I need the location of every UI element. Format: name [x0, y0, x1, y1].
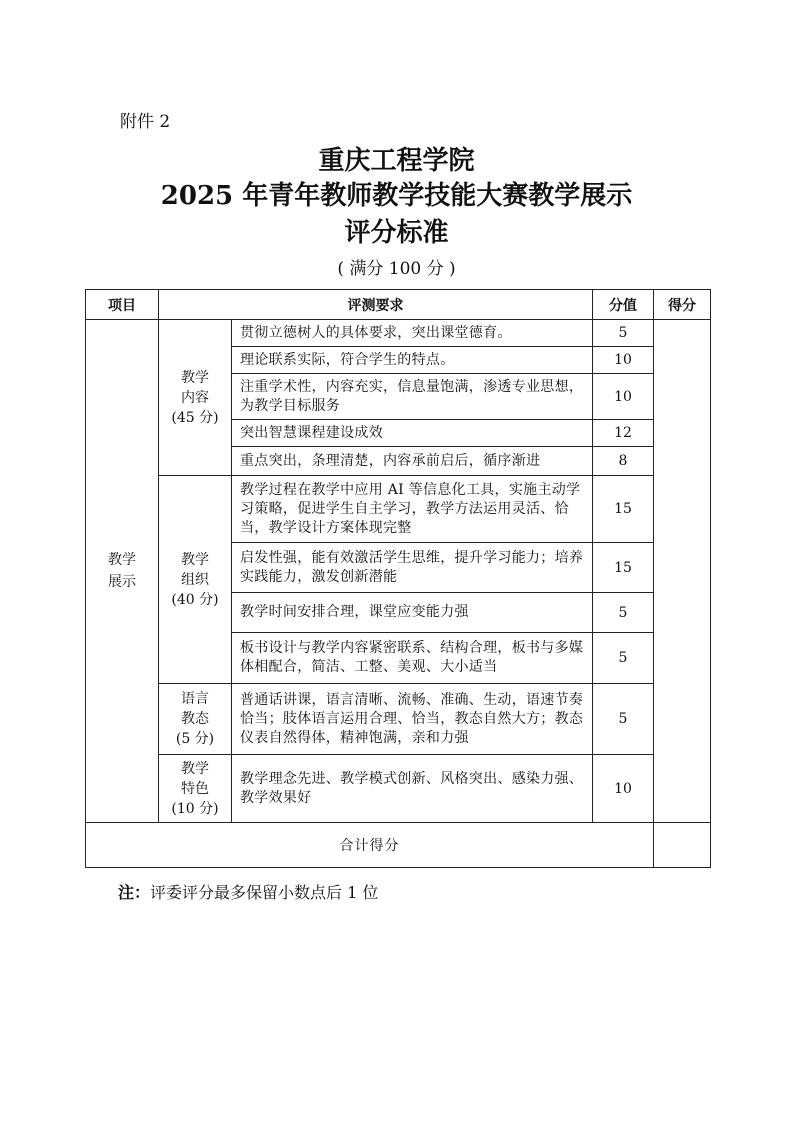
- group-label-line: 教态: [181, 711, 209, 727]
- table-row: [86, 476, 711, 543]
- full-marks: ( 满分 100 分 ): [337, 259, 456, 279]
- criteria-title: 评分标准: [344, 218, 449, 248]
- requirement-text: 理论联系实际，符合学生的特点。: [232, 347, 593, 374]
- group-label-line: (40 分): [171, 591, 219, 608]
- requirement-text: 教学过程在教学中应用 AI 等信息化工具，实施主动学习策略，促进学生自主学习，教学方法运用灵活、恰当，教学设计方案体现完整: [232, 476, 593, 543]
- group-label-line: 组织: [181, 571, 209, 588]
- header-value: 分值: [593, 290, 654, 320]
- requirement-text: 启发性强，能有效激活学生思维，提升学习能力；培养实践能力，激发创新潜能: [232, 543, 593, 593]
- requirement-text: 注重学术性，内容充实，信息量饱满，渗透专业思想，为教学目标服务: [232, 374, 593, 420]
- score-entry-cell[interactable]: [654, 320, 711, 823]
- requirement-text: 板书设计与教学内容紧密联系、结构合理，板书与多媒体相配合，简洁、工整、美观、大小适当: [232, 633, 593, 684]
- attachment-label: 附件 2: [120, 112, 171, 132]
- header-requirement: 评测要求: [159, 290, 593, 320]
- table-row: [86, 684, 711, 755]
- requirement-text: 普通话讲课，语言清晰、流畅、准确、生动，语速节奏恰当；肢体语言运用合理、恰当，教态自然大方；教态仪表自然得体，精神饱满，亲和力强: [232, 684, 593, 755]
- table-header-row: [86, 290, 711, 320]
- group-label-line: (10 分): [171, 800, 219, 817]
- scoring-table: [85, 289, 711, 868]
- score-value: 12: [593, 420, 654, 447]
- group-label-line: 教学: [181, 551, 209, 568]
- score-value: 15: [593, 476, 654, 543]
- score-value: 5: [593, 593, 654, 633]
- requirement-text: 教学时间安排合理，课堂应变能力强: [232, 593, 593, 633]
- header-item: 项目: [86, 290, 159, 320]
- score-value: 8: [593, 447, 654, 476]
- table-row: [86, 755, 711, 823]
- group-label-line: 语言: [181, 691, 209, 707]
- main-item-line: 教学: [108, 552, 136, 568]
- score-value: 10: [593, 374, 654, 420]
- requirement-text: 重点突出，条理清楚，内容承前启后，循序渐进: [232, 447, 593, 476]
- group-label-line: (45 分): [171, 409, 219, 426]
- group-label-line: 内容: [181, 389, 209, 406]
- table-row: [86, 320, 711, 347]
- group-label-features: [159, 755, 232, 823]
- group-label-content: [159, 320, 232, 476]
- requirement-text: 突出智慧课程建设成效: [232, 420, 593, 447]
- score-value: 10: [593, 347, 654, 374]
- footnote-text: 评委评分最多保留小数点后 1 位: [150, 883, 379, 902]
- score-value: 10: [593, 755, 654, 823]
- group-label-line: 教学: [181, 369, 209, 386]
- total-label: 合计得分: [86, 823, 654, 868]
- footnote: [118, 880, 378, 903]
- total-row: [86, 823, 711, 868]
- group-label-line: 教学: [181, 760, 209, 777]
- score-value: 5: [593, 633, 654, 684]
- score-value: 5: [593, 684, 654, 755]
- requirement-text: 教学理念先进、教学模式创新、风格突出、感染力强、教学效果好: [232, 755, 593, 823]
- requirement-text: 贯彻立德树人的具体要求，突出课堂德育。: [232, 320, 593, 347]
- score-value: 15: [593, 543, 654, 593]
- total-score-cell[interactable]: [654, 823, 711, 868]
- main-item-cell: [86, 320, 159, 823]
- footnote-prefix: 注：: [118, 883, 151, 902]
- group-label-organization: [159, 476, 232, 684]
- contest-title: 2025 年青年教师教学技能大赛教学展示: [160, 181, 633, 211]
- main-item-line: 展示: [108, 574, 136, 590]
- group-label-line: 特色: [181, 780, 209, 797]
- group-label-language: [159, 684, 232, 755]
- score-value: 5: [593, 320, 654, 347]
- group-label-line: (5 分): [175, 731, 215, 747]
- school-title: 重庆工程学院: [318, 146, 475, 176]
- header-score: 得分: [654, 290, 711, 320]
